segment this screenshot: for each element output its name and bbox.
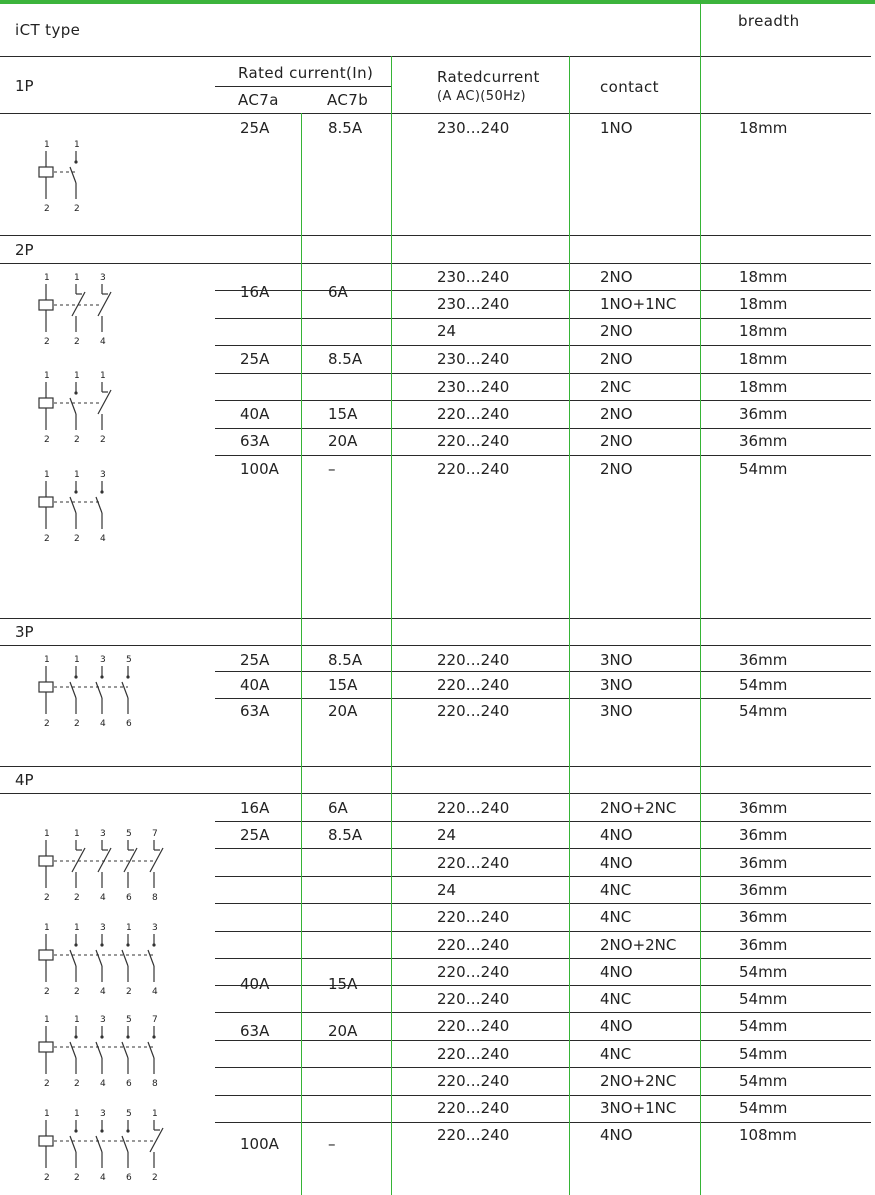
svg-text:1: 1 — [44, 923, 50, 933]
section-divider — [0, 618, 871, 619]
svg-text:1: 1 — [44, 829, 50, 839]
wiring-diagram-4p-a — [30, 826, 174, 906]
rated-current-ac7a-cell: 63A — [240, 702, 270, 720]
top-accent-bar — [0, 0, 875, 4]
svg-text:4: 4 — [100, 893, 106, 903]
row-divider — [215, 1040, 871, 1041]
row-divider — [215, 698, 871, 699]
svg-text:1: 1 — [44, 371, 50, 381]
svg-text:4: 4 — [100, 719, 106, 729]
voltage-cell: 230…240 — [437, 295, 510, 313]
rated-current-ac7a-cell: 25A — [240, 119, 270, 137]
rated-current-ac7a-cell: 25A — [240, 826, 270, 844]
voltage-cell: 24 — [437, 881, 457, 899]
voltage-cell: 220…240 — [437, 936, 510, 954]
svg-text:2: 2 — [44, 337, 50, 347]
svg-text:3: 3 — [100, 655, 106, 665]
voltage-cell: 220…240 — [437, 1099, 510, 1117]
svg-text:2: 2 — [152, 1173, 158, 1183]
voltage-cell: 230…240 — [437, 268, 510, 286]
rated-current-ac7b-cell: 8.5A — [328, 350, 363, 368]
svg-text:2: 2 — [74, 1079, 80, 1089]
ac7a-heading: AC7a — [238, 91, 279, 109]
contact-cell: 2NO+2NC — [600, 799, 677, 817]
contact-cell: 2NO — [600, 405, 633, 423]
rated-current-in-heading: Rated current(In) — [238, 64, 374, 82]
breadth-cell: 108mm — [739, 1126, 797, 1144]
breadth-cell: 18mm — [739, 119, 788, 137]
svg-text:7: 7 — [152, 1015, 158, 1025]
wiring-diagram-4p-c — [30, 1012, 174, 1092]
rated-current-ac7a-cell: 63A — [240, 1022, 270, 1040]
voltage-cell: 230…240 — [437, 119, 510, 137]
svg-text:2: 2 — [74, 204, 80, 214]
svg-text:4: 4 — [100, 534, 106, 544]
row-divider — [215, 318, 871, 319]
svg-text:1: 1 — [74, 1015, 80, 1025]
svg-text:3: 3 — [152, 923, 158, 933]
svg-text:6: 6 — [126, 1079, 132, 1089]
contact-cell: 2NO — [600, 268, 633, 286]
svg-text:5: 5 — [126, 829, 132, 839]
row-divider — [215, 848, 871, 849]
voltage-cell: 220…240 — [437, 432, 510, 450]
svg-text:1: 1 — [74, 655, 80, 665]
rated-current-ac7b-cell: 8.5A — [328, 119, 363, 137]
svg-text:1: 1 — [74, 140, 80, 150]
rated-current-ac7a-cell: 25A — [240, 350, 270, 368]
rated-current-ac7b-cell: 15A — [328, 405, 358, 423]
rated-current-ac7a-cell: 63A — [240, 432, 270, 450]
contact-cell: 2NO — [600, 460, 633, 478]
breadth-cell: 18mm — [739, 322, 788, 340]
section-divider — [0, 235, 871, 236]
svg-text:4: 4 — [100, 987, 106, 997]
breadth-cell: 36mm — [739, 651, 788, 669]
svg-text:3: 3 — [100, 923, 106, 933]
voltage-cell: 220…240 — [437, 1126, 510, 1144]
row-divider — [215, 931, 871, 932]
rated-current-ac7b-cell: 20A — [328, 702, 358, 720]
contact-cell: 3NO — [600, 651, 633, 669]
contact-cell: 3NO+1NC — [600, 1099, 677, 1117]
svg-text:1: 1 — [126, 923, 132, 933]
breadth-cell: 54mm — [739, 1017, 788, 1035]
row-divider — [215, 455, 871, 456]
voltage-cell: 220…240 — [437, 963, 510, 981]
column-divider — [391, 56, 392, 1195]
ac7b-heading: AC7b — [327, 91, 369, 109]
header-divider — [0, 56, 871, 57]
svg-text:2: 2 — [74, 719, 80, 729]
row-divider — [215, 290, 871, 291]
section-divider — [0, 263, 871, 264]
row-divider — [215, 1067, 871, 1068]
section-divider — [0, 645, 871, 646]
wiring-diagram-2p-c — [30, 467, 122, 547]
voltage-cell: 24 — [437, 826, 457, 844]
rated-current-ac7b-cell: 6A — [328, 283, 348, 301]
contact-cell: 4NC — [600, 990, 632, 1008]
rated-current-ac7a-cell: 16A — [240, 799, 270, 817]
svg-text:3: 3 — [100, 1015, 106, 1025]
svg-text:5: 5 — [126, 1109, 132, 1119]
svg-text:5: 5 — [126, 1015, 132, 1025]
svg-text:2: 2 — [44, 204, 50, 214]
svg-text:6: 6 — [126, 719, 132, 729]
svg-text:1: 1 — [74, 371, 80, 381]
svg-text:2: 2 — [74, 534, 80, 544]
row-divider — [215, 821, 871, 822]
contact-cell: 2NC — [600, 378, 632, 396]
breadth-cell: 36mm — [739, 881, 788, 899]
svg-text:3: 3 — [100, 829, 106, 839]
rated-current-ac7a-cell: 40A — [240, 676, 270, 694]
rated-current-ac7b-cell: 8.5A — [328, 826, 363, 844]
contact-cell: 2NO — [600, 350, 633, 368]
contact-cell: 1NO+1NC — [600, 295, 677, 313]
svg-text:4: 4 — [100, 337, 106, 347]
svg-text:1: 1 — [152, 1109, 158, 1119]
rated-current-ac7b-cell: 6A — [328, 799, 348, 817]
svg-text:2: 2 — [74, 435, 80, 445]
contact-cell: 4NC — [600, 1045, 632, 1063]
wiring-diagram-3p — [30, 652, 148, 732]
rated-current-ac7a-cell: 40A — [240, 975, 270, 993]
rated-current-ac7b-cell: – — [328, 460, 336, 478]
row-divider — [215, 958, 871, 959]
contact-cell: 4NO — [600, 1017, 633, 1035]
breadth-cell: 54mm — [739, 990, 788, 1008]
voltage-cell: 24 — [437, 322, 457, 340]
svg-text:6: 6 — [126, 1173, 132, 1183]
svg-text:3: 3 — [100, 1109, 106, 1119]
contact-cell: 4NC — [600, 908, 632, 926]
svg-text:2: 2 — [74, 987, 80, 997]
breadth-cell: 18mm — [739, 378, 788, 396]
svg-text:4: 4 — [100, 1173, 106, 1183]
breadth-heading: breadth — [738, 12, 800, 30]
svg-text:2: 2 — [44, 435, 50, 445]
voltage-cell: 220…240 — [437, 799, 510, 817]
rated-current-ac7a-cell: 100A — [240, 460, 279, 478]
svg-text:2: 2 — [74, 1173, 80, 1183]
voltage-cell: 220…240 — [437, 990, 510, 1008]
breadth-cell: 54mm — [739, 460, 788, 478]
svg-text:4: 4 — [152, 987, 158, 997]
pole-1p-heading: 1P — [15, 77, 34, 95]
breadth-cell: 54mm — [739, 676, 788, 694]
rated-current-ac7a-cell: 40A — [240, 405, 270, 423]
svg-text:2: 2 — [100, 435, 106, 445]
row-divider — [215, 1095, 871, 1096]
breadth-cell: 36mm — [739, 799, 788, 817]
wiring-diagram-2p-b — [30, 368, 122, 448]
voltage-cell: 220…240 — [437, 676, 510, 694]
rated-current-ac7a-cell: 16A — [240, 283, 270, 301]
section-label-2p: 2P — [15, 241, 34, 259]
ict-type-heading: iCT type — [15, 21, 81, 39]
svg-text:4: 4 — [100, 1079, 106, 1089]
row-divider — [215, 428, 871, 429]
svg-text:2: 2 — [44, 987, 50, 997]
voltage-cell: 220…240 — [437, 1072, 510, 1090]
contact-cell: 4NO — [600, 963, 633, 981]
svg-text:1: 1 — [74, 273, 80, 283]
row-divider — [215, 345, 871, 346]
wiring-diagram-4p-d — [30, 1106, 174, 1186]
contact-cell: 3NO — [600, 702, 633, 720]
rated-current-ac7b-cell: 15A — [328, 975, 358, 993]
svg-text:2: 2 — [44, 534, 50, 544]
svg-text:2: 2 — [44, 719, 50, 729]
rated-current-ac-unit: (A AC)(50Hz) — [437, 89, 526, 104]
breadth-cell: 54mm — [739, 1072, 788, 1090]
svg-text:2: 2 — [74, 893, 80, 903]
voltage-cell: 230…240 — [437, 350, 510, 368]
svg-text:8: 8 — [152, 1079, 158, 1089]
breadth-cell: 18mm — [739, 295, 788, 313]
contact-cell: 4NO — [600, 1126, 633, 1144]
voltage-cell: 220…240 — [437, 1045, 510, 1063]
svg-text:1: 1 — [44, 1015, 50, 1025]
voltage-cell: 220…240 — [437, 651, 510, 669]
column-divider — [301, 113, 302, 1195]
rated-current-ac7a-cell: 25A — [240, 651, 270, 669]
breadth-cell: 54mm — [739, 1099, 788, 1117]
svg-text:2: 2 — [126, 987, 132, 997]
contact-cell: 2NO+2NC — [600, 936, 677, 954]
voltage-cell: 220…240 — [437, 854, 510, 872]
rated-current-ac7b-cell: 20A — [328, 1022, 358, 1040]
breadth-cell: 36mm — [739, 936, 788, 954]
svg-text:1: 1 — [100, 371, 106, 381]
breadth-cell: 54mm — [739, 963, 788, 981]
svg-text:8: 8 — [152, 893, 158, 903]
row-divider — [215, 903, 871, 904]
subheader-divider — [215, 86, 392, 87]
breadth-cell: 36mm — [739, 854, 788, 872]
breadth-cell: 36mm — [739, 432, 788, 450]
breadth-cell: 36mm — [739, 908, 788, 926]
voltage-cell: 220…240 — [437, 1017, 510, 1035]
row-divider — [215, 985, 871, 986]
contact-cell: 2NO — [600, 322, 633, 340]
contact-cell: 1NO — [600, 119, 633, 137]
voltage-cell: 220…240 — [437, 908, 510, 926]
svg-text:6: 6 — [126, 893, 132, 903]
contact-cell: 2NO — [600, 432, 633, 450]
rated-current-ac7b-cell: 20A — [328, 432, 358, 450]
svg-text:2: 2 — [44, 893, 50, 903]
section-divider — [0, 766, 871, 767]
breadth-cell: 36mm — [739, 405, 788, 423]
contact-cell: 3NO — [600, 676, 633, 694]
svg-text:2: 2 — [44, 1079, 50, 1089]
breadth-cell: 18mm — [739, 268, 788, 286]
column-divider — [700, 0, 701, 1195]
contact-cell: 4NO — [600, 826, 633, 844]
voltage-cell: 220…240 — [437, 702, 510, 720]
svg-text:1: 1 — [74, 829, 80, 839]
header-divider — [0, 113, 871, 114]
wiring-diagram-2p-a — [30, 270, 122, 350]
row-divider — [215, 671, 871, 672]
wiring-diagram-4p-b — [30, 920, 174, 1000]
column-divider — [569, 56, 570, 1195]
svg-text:7: 7 — [152, 829, 158, 839]
svg-text:1: 1 — [44, 140, 50, 150]
svg-text:1: 1 — [44, 470, 50, 480]
rated-current-ac7b-cell: 8.5A — [328, 651, 363, 669]
breadth-cell: 18mm — [739, 350, 788, 368]
svg-text:3: 3 — [100, 273, 106, 283]
row-divider — [215, 1122, 871, 1123]
contact-cell: 2NO+2NC — [600, 1072, 677, 1090]
svg-text:1: 1 — [44, 1109, 50, 1119]
contact-cell: 4NO — [600, 854, 633, 872]
section-divider — [0, 793, 871, 794]
svg-text:2: 2 — [74, 337, 80, 347]
breadth-cell: 54mm — [739, 1045, 788, 1063]
rated-current-ac7b-cell: 15A — [328, 676, 358, 694]
svg-text:3: 3 — [100, 470, 106, 480]
section-label-3p: 3P — [15, 623, 34, 641]
voltage-cell: 220…240 — [437, 460, 510, 478]
voltage-cell: 220…240 — [437, 405, 510, 423]
rated-current-ac7a-cell: 100A — [240, 1135, 279, 1153]
svg-text:1: 1 — [44, 655, 50, 665]
svg-text:1: 1 — [74, 923, 80, 933]
breadth-cell: 36mm — [739, 826, 788, 844]
section-label-4p: 4P — [15, 771, 34, 789]
contact-heading: contact — [600, 78, 659, 96]
svg-text:1: 1 — [74, 470, 80, 480]
svg-text:1: 1 — [74, 1109, 80, 1119]
contact-cell: 4NC — [600, 881, 632, 899]
voltage-cell: 230…240 — [437, 378, 510, 396]
rated-current-ac7b-cell: – — [328, 1135, 336, 1153]
row-divider — [215, 876, 871, 877]
svg-text:1: 1 — [44, 273, 50, 283]
row-divider — [215, 373, 871, 374]
breadth-cell: 54mm — [739, 702, 788, 720]
rated-current-ac-heading: Ratedcurrent — [437, 68, 540, 86]
svg-text:5: 5 — [126, 655, 132, 665]
wiring-diagram-1p — [30, 137, 96, 217]
row-divider — [215, 1012, 871, 1013]
svg-text:2: 2 — [44, 1173, 50, 1183]
row-divider — [215, 400, 871, 401]
